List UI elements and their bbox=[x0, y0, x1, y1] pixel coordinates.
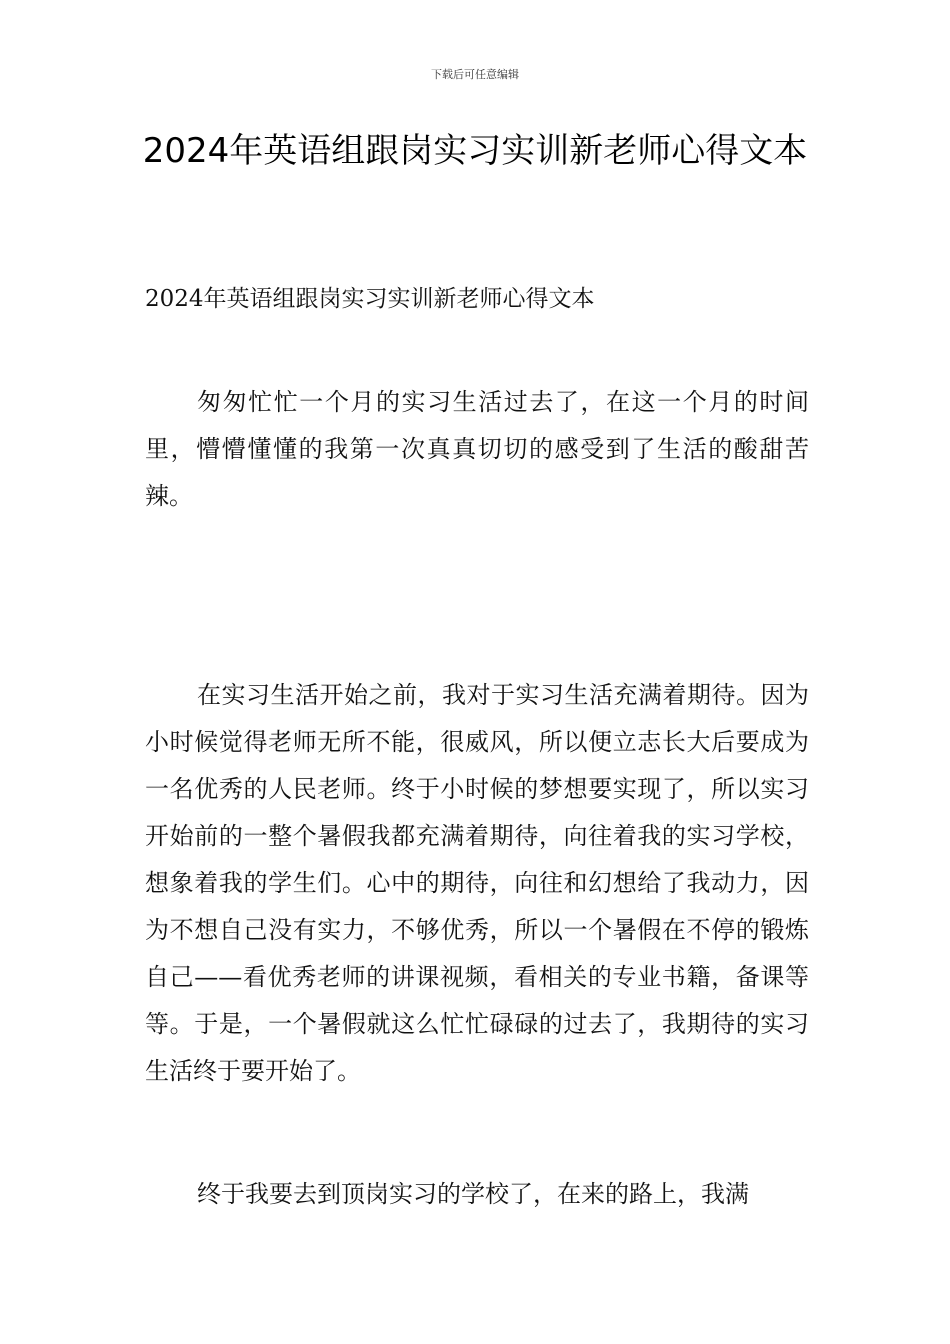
paragraph-3: 终于我要去到顶岗实习的学校了，在来的路上，我满 bbox=[197, 1180, 749, 1208]
document-subtitle: 2024年英语组跟岗实习实训新老师心得文本 bbox=[145, 286, 595, 312]
document-title: 2024年英语组跟岗实习实训新老师心得文本 bbox=[142, 131, 808, 171]
paragraph-1: 匆匆忙忙一个月的实习生活过去了，在这一个月的时间里，懵懵懂懂的我第一次真真切切的感受到了生活的酸甜苦辣。 bbox=[145, 388, 809, 510]
header-note: 下载后可任意编辑 bbox=[431, 68, 519, 81]
paragraph-2: 在实习生活开始之前，我对于实习生活充满着期待。因为小时候觉得老师无所不能，很威风，所以便立志长大后要成为一名优秀的人民老师。终于小时候的梦想要实现了，所以实习开始前的一整个暑假我都充满着期待，向往着我的实习学校，想象着我的学生们。心中的期待，向往和幻想给了我动力，因为不想自己没有实力，不够优秀，所以一个暑假在不停的锻炼自己——看优秀老师的讲课视频，看相关的专业书籍，备课等等。于是，一个暑假就这么忙忙碌碌的过去了，我期待的实习生活终于要开始了。 bbox=[145, 681, 809, 1085]
